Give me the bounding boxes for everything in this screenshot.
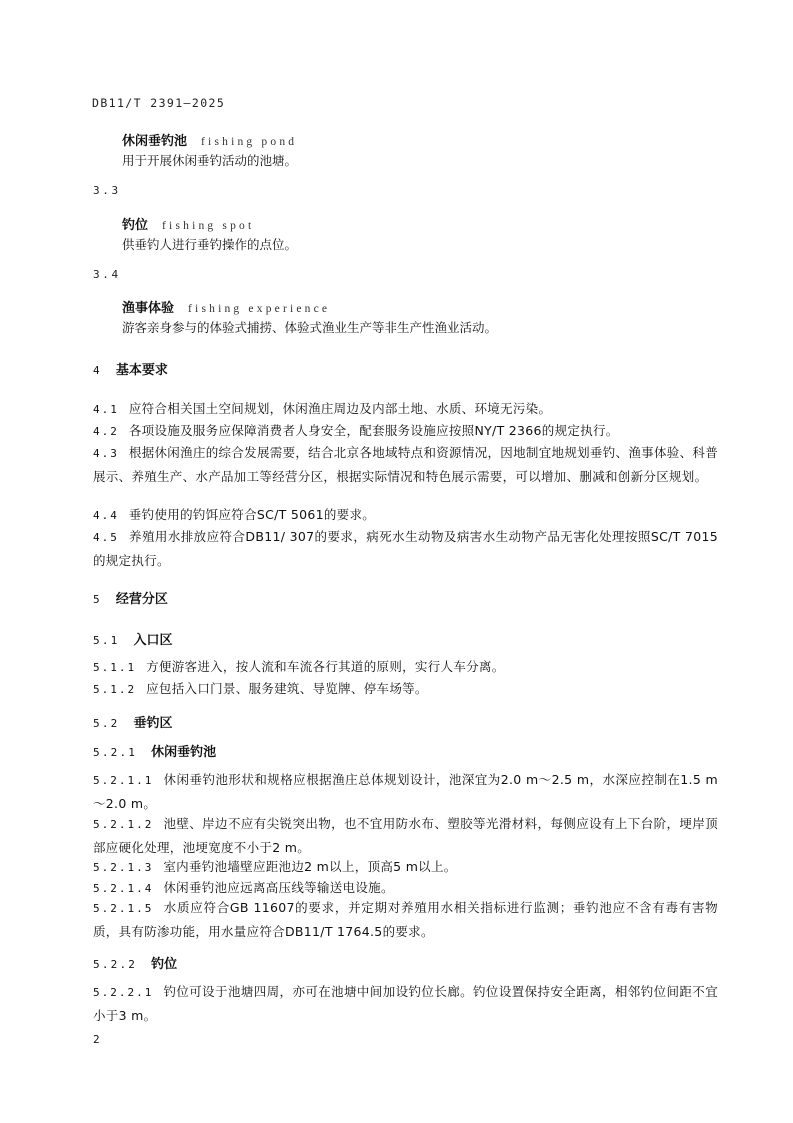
- subsubsection-heading: [93, 953, 177, 972]
- subsubsection-heading: [93, 741, 216, 760]
- clause-text: 钓位可设于池塘四周，亦可在池塘中间加设钓位长廊。钓位设置保持安全距离，相邻钓位间距不宜小于3 m。: [93, 984, 718, 1023]
- clause-number: 5.2.1.5: [93, 902, 154, 915]
- subsection-title: 入口区: [133, 633, 173, 648]
- clause-text: 休闲垂钓池形状和规格应根据渔庄总体规划设计，池深宜为2.0 m～2.5 m，水深应控制在1.5 m～2.0 m。: [93, 772, 718, 811]
- clause-number: 4.3: [93, 447, 119, 460]
- term-definition: 游客亲身参与的体验式捕捞、体验式渔业生产等非生产性渔业活动。: [122, 320, 498, 335]
- clause-number: 4.4: [93, 509, 119, 522]
- clause-number: 5.2.1.1: [93, 774, 154, 787]
- subsubsection-number: 5.2.2: [93, 958, 138, 971]
- clause-text: 休闲垂钓池应远离高压线等输送电设施。: [163, 880, 394, 895]
- clause-text: 水质应符合GB 11607的要求，并定期对养殖用水相关指标进行监测；垂钓池应不含有毒有害物质，具有防渗功能，用水量应符合DB11/T 1764.5的要求。: [93, 900, 718, 939]
- clause: [93, 526, 718, 572]
- clause-number: 4.1: [93, 403, 119, 416]
- clause-number: 5.2.1.3: [93, 861, 154, 874]
- term-cn: 渔事体验: [122, 301, 175, 316]
- clause: [93, 769, 718, 815]
- clause-text: 养殖用水排放应符合DB11/ 307的要求，病死水生动物及病害水生动物产品无害化处理按照SC/T 7015的规定执行。: [93, 529, 718, 568]
- subsection-title: 垂钓区: [133, 716, 173, 731]
- section-title: 经营分区: [115, 592, 168, 607]
- subsection-heading: [93, 629, 172, 648]
- term-number: 3.3: [93, 184, 121, 197]
- clause-text: 垂钓使用的钓饵应符合SC/T 5061的要求。: [128, 507, 376, 522]
- section-heading: [93, 359, 168, 378]
- clause: [93, 504, 718, 528]
- term-fishing-pond: [122, 130, 297, 149]
- section-number: 5: [93, 593, 102, 606]
- clause-text: 方便游客进入，按人流和车流各行其道的原则，实行人车分离。: [146, 659, 505, 674]
- clause: [93, 656, 718, 680]
- clause-text: 各项设施及服务应保障消费者人身安全，配套服务设施应按照NY/T 2366的规定执行。: [128, 423, 619, 438]
- clause-number: 4.2: [93, 425, 119, 438]
- clause-text: 室内垂钓池墙壁应距池边2 m以上，顶高5 m以上。: [163, 859, 457, 874]
- subsection-heading: [93, 712, 172, 731]
- clause: [93, 897, 718, 943]
- document-code-header: DB11/T 2391—2025: [92, 96, 226, 110]
- clause: [93, 442, 718, 488]
- clause-number: 5.2.1.2: [93, 818, 154, 831]
- page-number: 2: [93, 1033, 100, 1046]
- term-en: fishing spot: [162, 220, 255, 232]
- section-heading: [93, 588, 168, 607]
- clause-text: 根据休闲渔庄的综合发展需要，结合北京各地域特点和资源情况，因地制宜地规划垂钓、渔事体验、科普展示、养殖生产、水产品加工等经营分区，根据实际情况和特色展示需要，可以增加、删减和创新分区规划。: [93, 445, 718, 484]
- term-fishing-spot: [122, 214, 254, 233]
- clause: [93, 856, 718, 880]
- term-cn: 钓位: [122, 218, 149, 233]
- clause: [93, 813, 718, 859]
- clause-number: 4.5: [93, 531, 119, 544]
- clause: [93, 981, 718, 1027]
- subsubsection-title: 钓位: [151, 957, 178, 972]
- clause-number: 5.1.1: [93, 661, 137, 674]
- subsubsection-number: 5.2.1: [93, 746, 138, 759]
- term-fishing-experience: [122, 297, 330, 316]
- term-definition: 供垂钓人进行垂钓操作的点位。: [122, 237, 298, 252]
- clause: [93, 398, 718, 422]
- clause-text: 池壁、岸边不应有尖锐突出物，也不宜用防水布、塑胶等光滑材料，每侧应设有上下台阶，埂岸顶部应硬化处理，池埂宽度不小于2 m。: [93, 816, 718, 855]
- term-en: fishing pond: [201, 136, 298, 148]
- term-number: 3.4: [93, 268, 121, 281]
- term-definition: 用于开展休闲垂钓活动的池塘。: [122, 153, 298, 168]
- clause-text: 应包括入口门景、服务建筑、导览牌、停车场等。: [146, 681, 428, 696]
- term-en: fishing experience: [188, 303, 331, 315]
- clause: [93, 678, 718, 702]
- clause-text: 应符合相关国土空间规划，休闲渔庄周边及内部土地、水质、环境无污染。: [128, 401, 552, 416]
- clause-number: 5.1.2: [93, 683, 137, 696]
- section-number: 4: [93, 364, 102, 377]
- clause-number: 5.2.1.4: [93, 882, 154, 895]
- subsubsection-title: 休闲垂钓池: [151, 745, 217, 760]
- term-cn: 休闲垂钓池: [122, 134, 188, 149]
- clause: [93, 420, 718, 444]
- clause-number: 5.2.2.1: [93, 986, 154, 999]
- section-title: 基本要求: [115, 363, 168, 378]
- subsection-number: 5.2: [93, 717, 120, 730]
- subsection-number: 5.1: [93, 634, 120, 647]
